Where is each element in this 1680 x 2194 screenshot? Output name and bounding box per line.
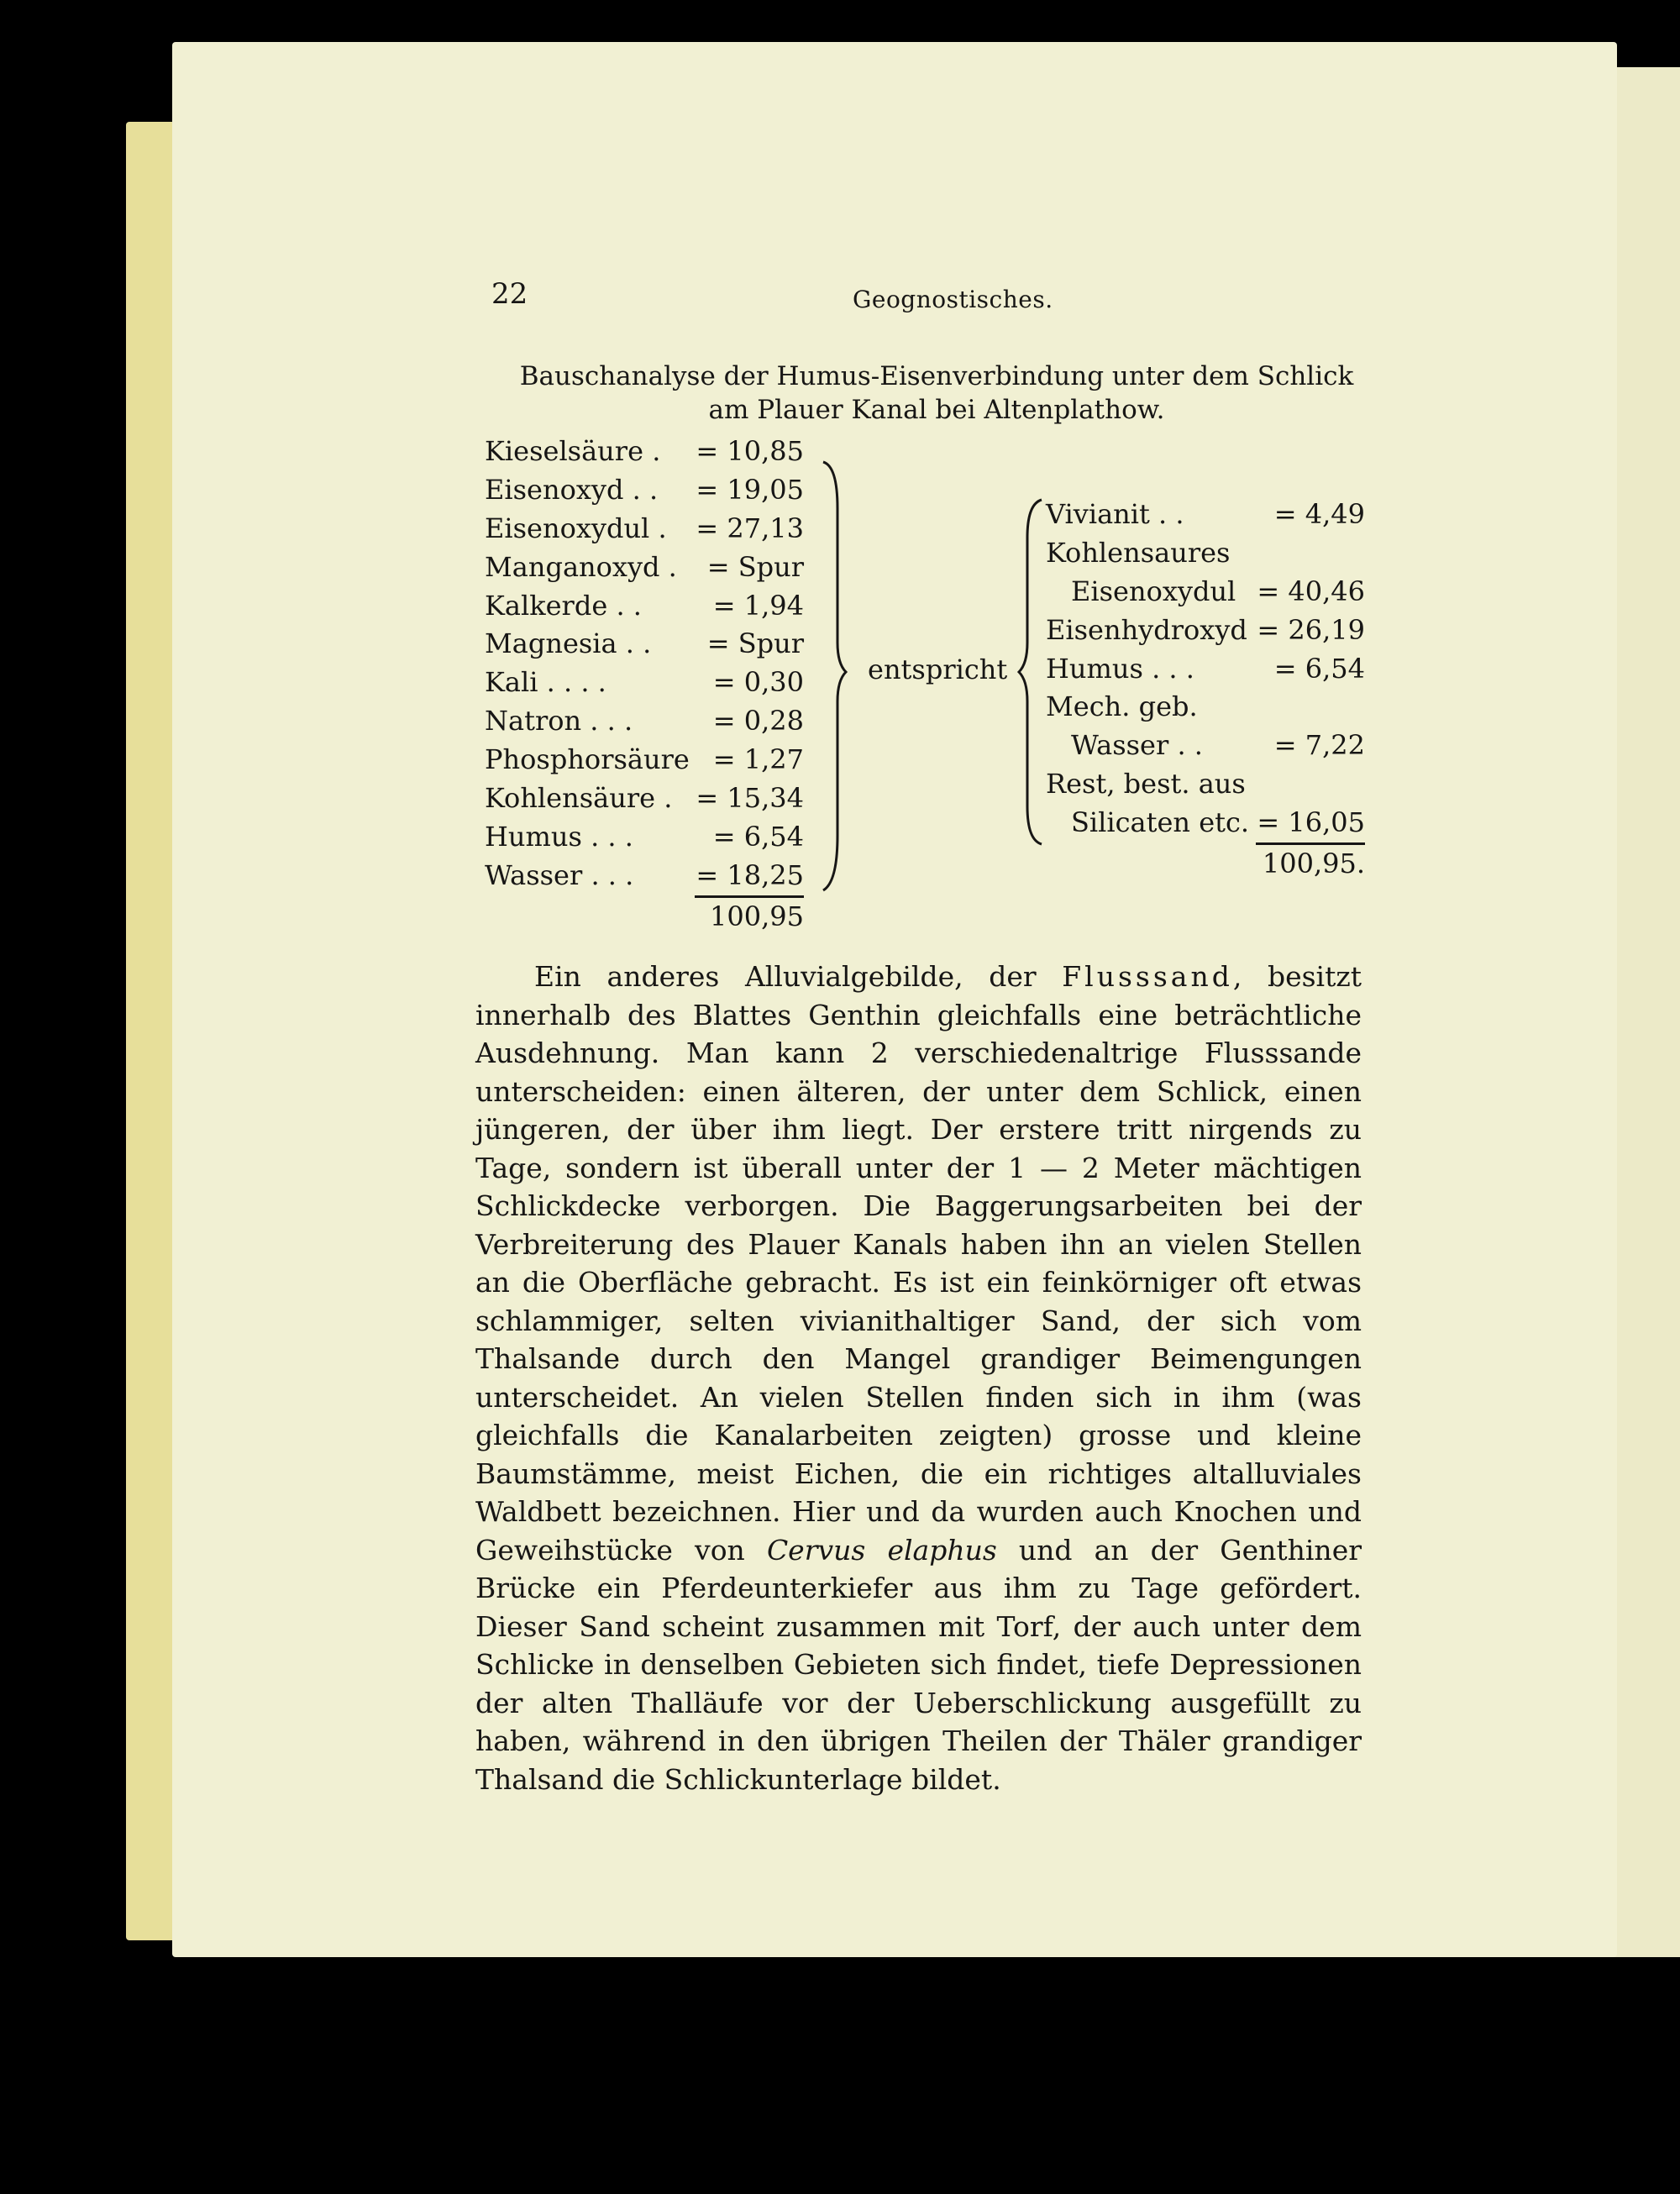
component-value: = 1,27 [712,743,804,776]
page-number: 22 [491,277,528,311]
table-row [1046,650,1365,689]
component-name: Kieselsäure . [485,435,661,467]
component-name: Kohlensaures [1046,536,1231,569]
table-row [1046,688,1365,727]
component-value: = 10,85 [696,435,804,467]
component-name: Eisenoxydul . [485,512,667,544]
table-row [1046,765,1365,804]
table-row [485,857,804,895]
component-name: Humus . . . [1046,652,1194,685]
component-value: = 27,13 [696,512,804,544]
component-name: Kali . . . . [485,666,606,699]
component-name: Manganoxyd . [485,550,677,583]
table-row [485,779,804,818]
right-analysis-table [1046,496,1365,881]
table-row [485,471,804,510]
component-value: = 19,05 [696,473,804,506]
table-caption-line-1: Bauschanalyse der Humus-Eisenverbindung unter dem Schlick [519,361,1354,391]
table-row [1046,534,1365,573]
component-name: Magnesia . . [485,627,652,660]
component-name: Vivianit . . [1046,498,1184,530]
component-name: Rest, best. aus [1046,768,1246,800]
body-paragraph [475,958,1362,1798]
facing-page-edge [1613,67,1680,1957]
table-row [1046,573,1365,611]
component-name: Wasser . . . [485,858,634,891]
table-row [485,741,804,779]
right-table-total: 100,95. [1256,842,1365,884]
table-row [485,548,804,587]
component-name: Eisenoxyd . . [485,473,659,506]
component-name: Natron . . . [485,705,633,737]
component-value: = 6,54 [1273,652,1365,685]
table-row [485,625,804,664]
table-row [485,510,804,548]
component-value: = 40,46 [1257,575,1365,607]
component-value: = 1,94 [712,589,804,622]
component-value: = Spur [706,627,804,660]
table-row [485,664,804,702]
component-name: Phosphorsäure [485,743,690,776]
component-name: Mech. geb. [1046,690,1198,723]
component-name: Eisenoxydul [1071,575,1236,607]
component-value: = 0,30 [712,666,804,699]
species-name: Cervus elaphus [766,1533,997,1567]
running-head: Geognostisches. [853,286,1053,313]
component-value: = 18,25 [696,858,804,891]
table-row [1046,611,1365,650]
table-row [485,702,804,741]
component-name: Silicaten etc. [1071,806,1250,839]
component-value: = 6,54 [712,820,804,853]
component-value: = 0,28 [712,705,804,737]
component-name: Humus . . . [485,820,633,853]
table-caption-line-2: am Plauer Kanal bei Altenplathow. [708,395,1165,425]
paragraph-text: Ein anderes Alluvialgebilde, der [534,960,1063,993]
table-total-row [485,895,804,934]
component-name: Eisenhydroxyd [1046,613,1247,646]
component-name: Kalkerde . . [485,589,642,622]
component-value: = 15,34 [696,782,804,815]
component-name: Kohlensäure . [485,782,673,815]
component-value: = 16,05 [1257,806,1365,839]
left-analysis-table [485,433,804,934]
table-row [485,818,804,857]
component-value: = Spur [706,550,804,583]
component-value: = 7,22 [1273,729,1365,762]
closing-brace-icon [819,458,853,895]
table-row [485,433,804,471]
bracket-label-entspricht: entspricht [868,653,1008,685]
table-row [1046,804,1365,842]
component-name: Wasser . . [1071,729,1203,762]
table-row [1046,727,1365,765]
paragraph-text: und an der Genthiner Brücke ein Pferdeunterkiefer aus ihm zu Tage gefördert. Dieser Sand scheint zusammen mit Torf, der auch unter dem Schlicke in denselben Gebieten sich findet, tiefe Depressionen der alten Thalläufe vor der Ueberschlickung ausgefüllt zu haben, während in den übrigen Theilen der Thäler grandiger Thalsand die Schlickunterlage bildet. [475,1533,1362,1796]
paragraph-text: , besitzt innerhalb des Blattes Genthin gleichfalls eine beträchtliche Ausdehnung. Man kann 2 verschiedenaltrige Flusssande unterscheiden: einen älteren, der unter dem Schlick, einen jüngeren, der über ihm liegt. Der erstere tritt nirgends zu Tage, sondern ist überall unter der 1 — 2 Meter mächtigen Schlickdecke verborgen. Die Baggerungsarbeiten bei der Verbreiterung des Plauer Kanals haben ihn an vielen Stellen an die Oberfläche gebracht. Es ist ein feinkörniger oft etwas schlammiger, selten vivianithaltiger Sand, der sich vom Thalsande durch den Mangel grandiger Beimengungen unterscheidet. An vielen Stellen finden sich in ihm (was gleichfalls die Kanalarbeiten zeigten) grosse und kleine Baumstämme, meist Eichen, die ein richtiges altalluviales Waldbett bezeichnen. Hier und da wurden auch Knochen und Geweihstücke von [475,960,1362,1567]
component-value: = 4,49 [1273,498,1365,530]
component-value: = 26,19 [1257,613,1365,646]
table-row [485,587,804,626]
emphasized-term: Flusssand [1062,960,1233,993]
table-total-row [1046,842,1365,881]
left-table-total: 100,95 [695,895,804,937]
opening-brace-icon [1012,496,1046,848]
table-row [1046,496,1365,534]
